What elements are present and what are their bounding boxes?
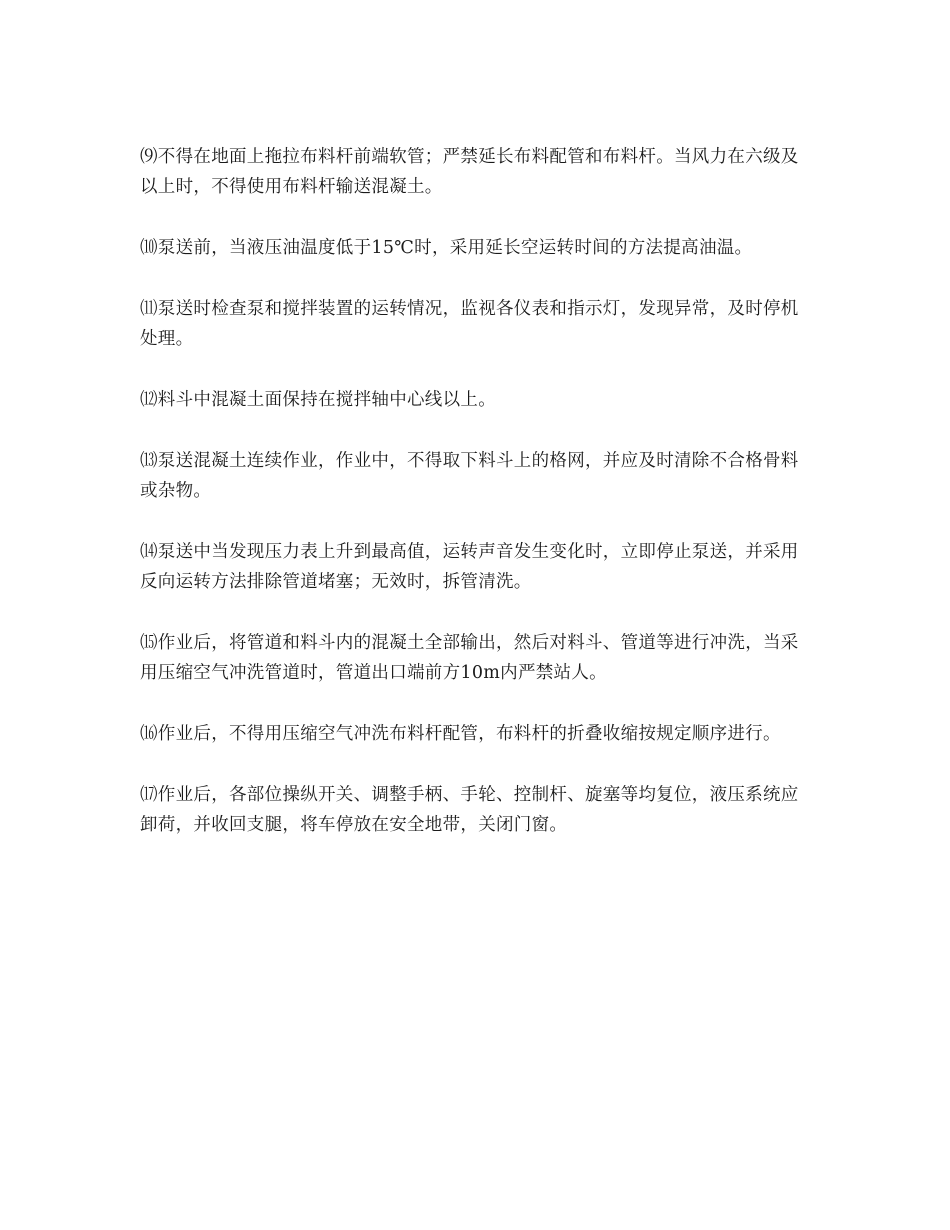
paragraph-16: ⒃作业后，不得用压缩空气冲洗布料杆配管，布料杆的折叠收缩按规定顺序进行。 xyxy=(140,724,781,744)
paragraph-17: ⒄作业后，各部位操纵开关、调整手柄、手轮、控制杆、旋塞等均复位，液压系统应卸荷，并收回支腿，将车停放在安全地带，关闭门窗。 xyxy=(140,785,799,835)
paragraph-10: ⑽泵送前，当液压油温度低于15℃时，采用延长空运转时间的方法提高油温。 xyxy=(140,238,753,258)
paragraph-15: ⒂作业后，将管道和料斗内的混凝土全部输出，然后对料斗、管道等进行冲洗，当采用压缩空气冲洗管道时，管道出口端前方10m内严禁站人。 xyxy=(140,633,799,683)
paragraph-14: ⒁泵送中当发现压力表上升到最高值，运转声音发生变化时，立即停止泵送，并采用反向运转方法排除管道堵塞；无效时，拆管清洗。 xyxy=(140,542,799,592)
paragraph-11: ⑾泵送时检查泵和搅拌装置的运转情况，监视各仪表和指示灯，发现异常，及时停机处理。 xyxy=(140,299,799,349)
paragraph-9: ⑼不得在地面上拖拉布料杆前端软管；严禁延长布料配管和布料杆。当风力在六级及以上时，不得使用布料杆输送混凝土。 xyxy=(140,147,799,197)
paragraph-12: ⑿料斗中混凝土面保持在搅拌轴中心线以上。 xyxy=(140,390,496,410)
document-body xyxy=(140,142,810,871)
paragraph-13: ⒀泵送混凝土连续作业，作业中，不得取下料斗上的格网，并应及时清除不合格骨料或杂物。 xyxy=(140,451,799,501)
